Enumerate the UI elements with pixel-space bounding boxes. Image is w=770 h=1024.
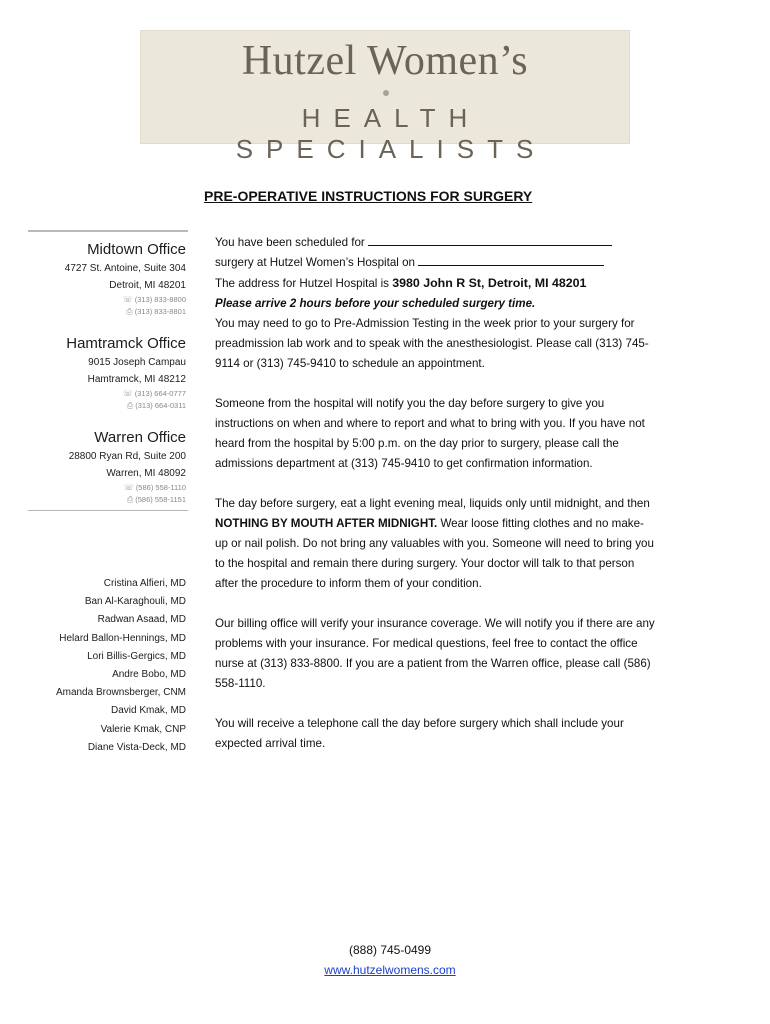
day-before-text-cont: Wear loose fitting clothes and no make-up or nail polish. Do not bring any valuables with you. Someone will need to bring you to the hospital and remain there during surgery. Your doctor will talk to that person after the procedure to inform them of your condition. <box>215 517 654 590</box>
office-name: Hamtramck Office <box>66 335 186 352</box>
doctor-name: Lori Billis-Gergics, MD <box>87 650 186 662</box>
office-address-line2: Detroit, MI 48201 <box>109 280 186 291</box>
scheduled-line <box>215 233 655 253</box>
logo-title: Hutzel Women’s <box>241 38 529 84</box>
office-address-line2: Warren, MI 48092 <box>106 468 186 479</box>
address-line <box>215 273 655 294</box>
footer <box>305 940 475 980</box>
sidebar-bottom-rule <box>28 510 188 511</box>
address-prefix: The address for Hutzel Hospital is <box>215 277 389 290</box>
phone-icon: ☏ <box>122 389 133 398</box>
doctor-name: Ban Al-Karaghouli, MD <box>84 596 186 608</box>
doctor-name: Helard Ballon-Hennings, MD <box>59 632 186 644</box>
doctor-name: Amanda Brownsberger, CNM <box>55 687 186 699</box>
office-hamtramck <box>28 334 188 412</box>
logo-dot <box>383 90 389 96</box>
fax-icon: ⎙ <box>126 401 134 410</box>
sidebar <box>28 230 188 757</box>
notification-paragraph: Someone from the hospital will notify you the day before surgery to give you instructions on when and where to report and what to bring with you. If you have not heard from the hospital by 5:00 p.m. on the day prior to surgery, please call the admissions department at (313) 745-9410 to get confirmation information. <box>215 397 645 470</box>
doctor-list <box>28 575 188 757</box>
office-phone <box>28 482 186 494</box>
doctor-name: Diane Vista-Deck, MD <box>87 741 186 753</box>
office-fax <box>28 494 186 506</box>
office-phone-number: (586) 558-1110 <box>135 483 186 492</box>
surgery-on-label: surgery at Hutzel Women’s Hospital on <box>215 256 415 269</box>
footer-website-link[interactable]: www.hutzelwomens.com <box>324 963 456 977</box>
phone-icon: ☏ <box>123 483 134 492</box>
doctor-name: Cristina Alfieri, MD <box>103 578 186 589</box>
billing-paragraph: Our billing office will verify your insurance coverage. We will notify you if there are any problems with your insurance. For medical questions, feel free to contact the office nurse at (313) 833-8800. If you are a patient from the Warren office, please call (586) 558-1110. <box>215 617 655 690</box>
office-fax <box>28 400 186 412</box>
preadmission-paragraph: You may need to go to Pre-Admission Testing in the week prior to your surgery for preadmission lab work and to speak with the anesthesiologist. Please call (313) 745-9114 or (313) 745-9410 to schedule an appointment. <box>215 317 649 370</box>
doctor-name: Radwan Asaad, MD <box>97 614 186 626</box>
office-phone <box>28 388 186 400</box>
office-fax <box>28 306 186 318</box>
day-before-text: The day before surgery, eat a light evening meal, liquids only until midnight, and then <box>215 497 650 510</box>
office-warren <box>28 428 188 506</box>
fax-icon: ⎙ <box>126 495 134 504</box>
office-address-line2: Hamtramck, MI 48212 <box>87 374 186 385</box>
office-phone <box>28 294 186 306</box>
office-fax-number: (313) 664-0311 <box>135 401 186 410</box>
doctor-name: Valerie Kmak, CNP <box>100 723 186 735</box>
office-midtown <box>28 240 188 318</box>
office-name: Warren Office <box>94 429 186 446</box>
scheduled-for-label: You have been scheduled for <box>215 236 365 249</box>
office-phone-number: (313) 664-0777 <box>134 389 186 398</box>
procedure-blank[interactable] <box>368 233 612 246</box>
telephone-paragraph: You will receive a telephone call the day before surgery which shall include your expected arrival time. <box>215 717 624 750</box>
phone-icon: ☏ <box>122 295 133 304</box>
fax-icon: ⎙ <box>126 307 133 316</box>
instructions-body <box>215 233 655 754</box>
office-phone-number: (313) 833-8800 <box>134 295 186 304</box>
office-fax-number: (313) 833-8801 <box>134 307 186 316</box>
office-fax-number: (586) 558-1151 <box>135 495 186 504</box>
hutzel-logo <box>140 30 630 164</box>
day-before-paragraph <box>215 494 655 594</box>
nothing-by-mouth: NOTHING BY MOUTH AFTER MIDNIGHT. <box>215 517 438 530</box>
page-title: PRE-OPERATIVE INSTRUCTIONS FOR SURGERY <box>204 188 533 204</box>
office-address-line1: 9015 Joseph Campau <box>88 357 186 368</box>
office-address-line1: 4727 St. Antoine, Suite 304 <box>64 263 186 274</box>
doctor-name: Andre Bobo, MD <box>112 669 186 681</box>
footer-phone: (888) 745-0499 <box>348 943 432 957</box>
office-name: Midtown Office <box>87 241 186 258</box>
surgery-date-line <box>215 253 655 273</box>
arrival-instruction: Please arrive 2 hours before your scheduled surgery time. <box>215 297 536 310</box>
logo-subtitle: HEALTH SPECIALISTS <box>235 103 547 164</box>
date-blank[interactable] <box>418 253 604 266</box>
doctor-name: David Kmak, MD <box>110 705 186 717</box>
hospital-address: 3980 John R St, Detroit, MI 48201 <box>392 276 587 290</box>
office-address-line1: 28800 Ryan Rd, Suite 200 <box>68 451 186 462</box>
sidebar-top-rule <box>28 230 188 232</box>
